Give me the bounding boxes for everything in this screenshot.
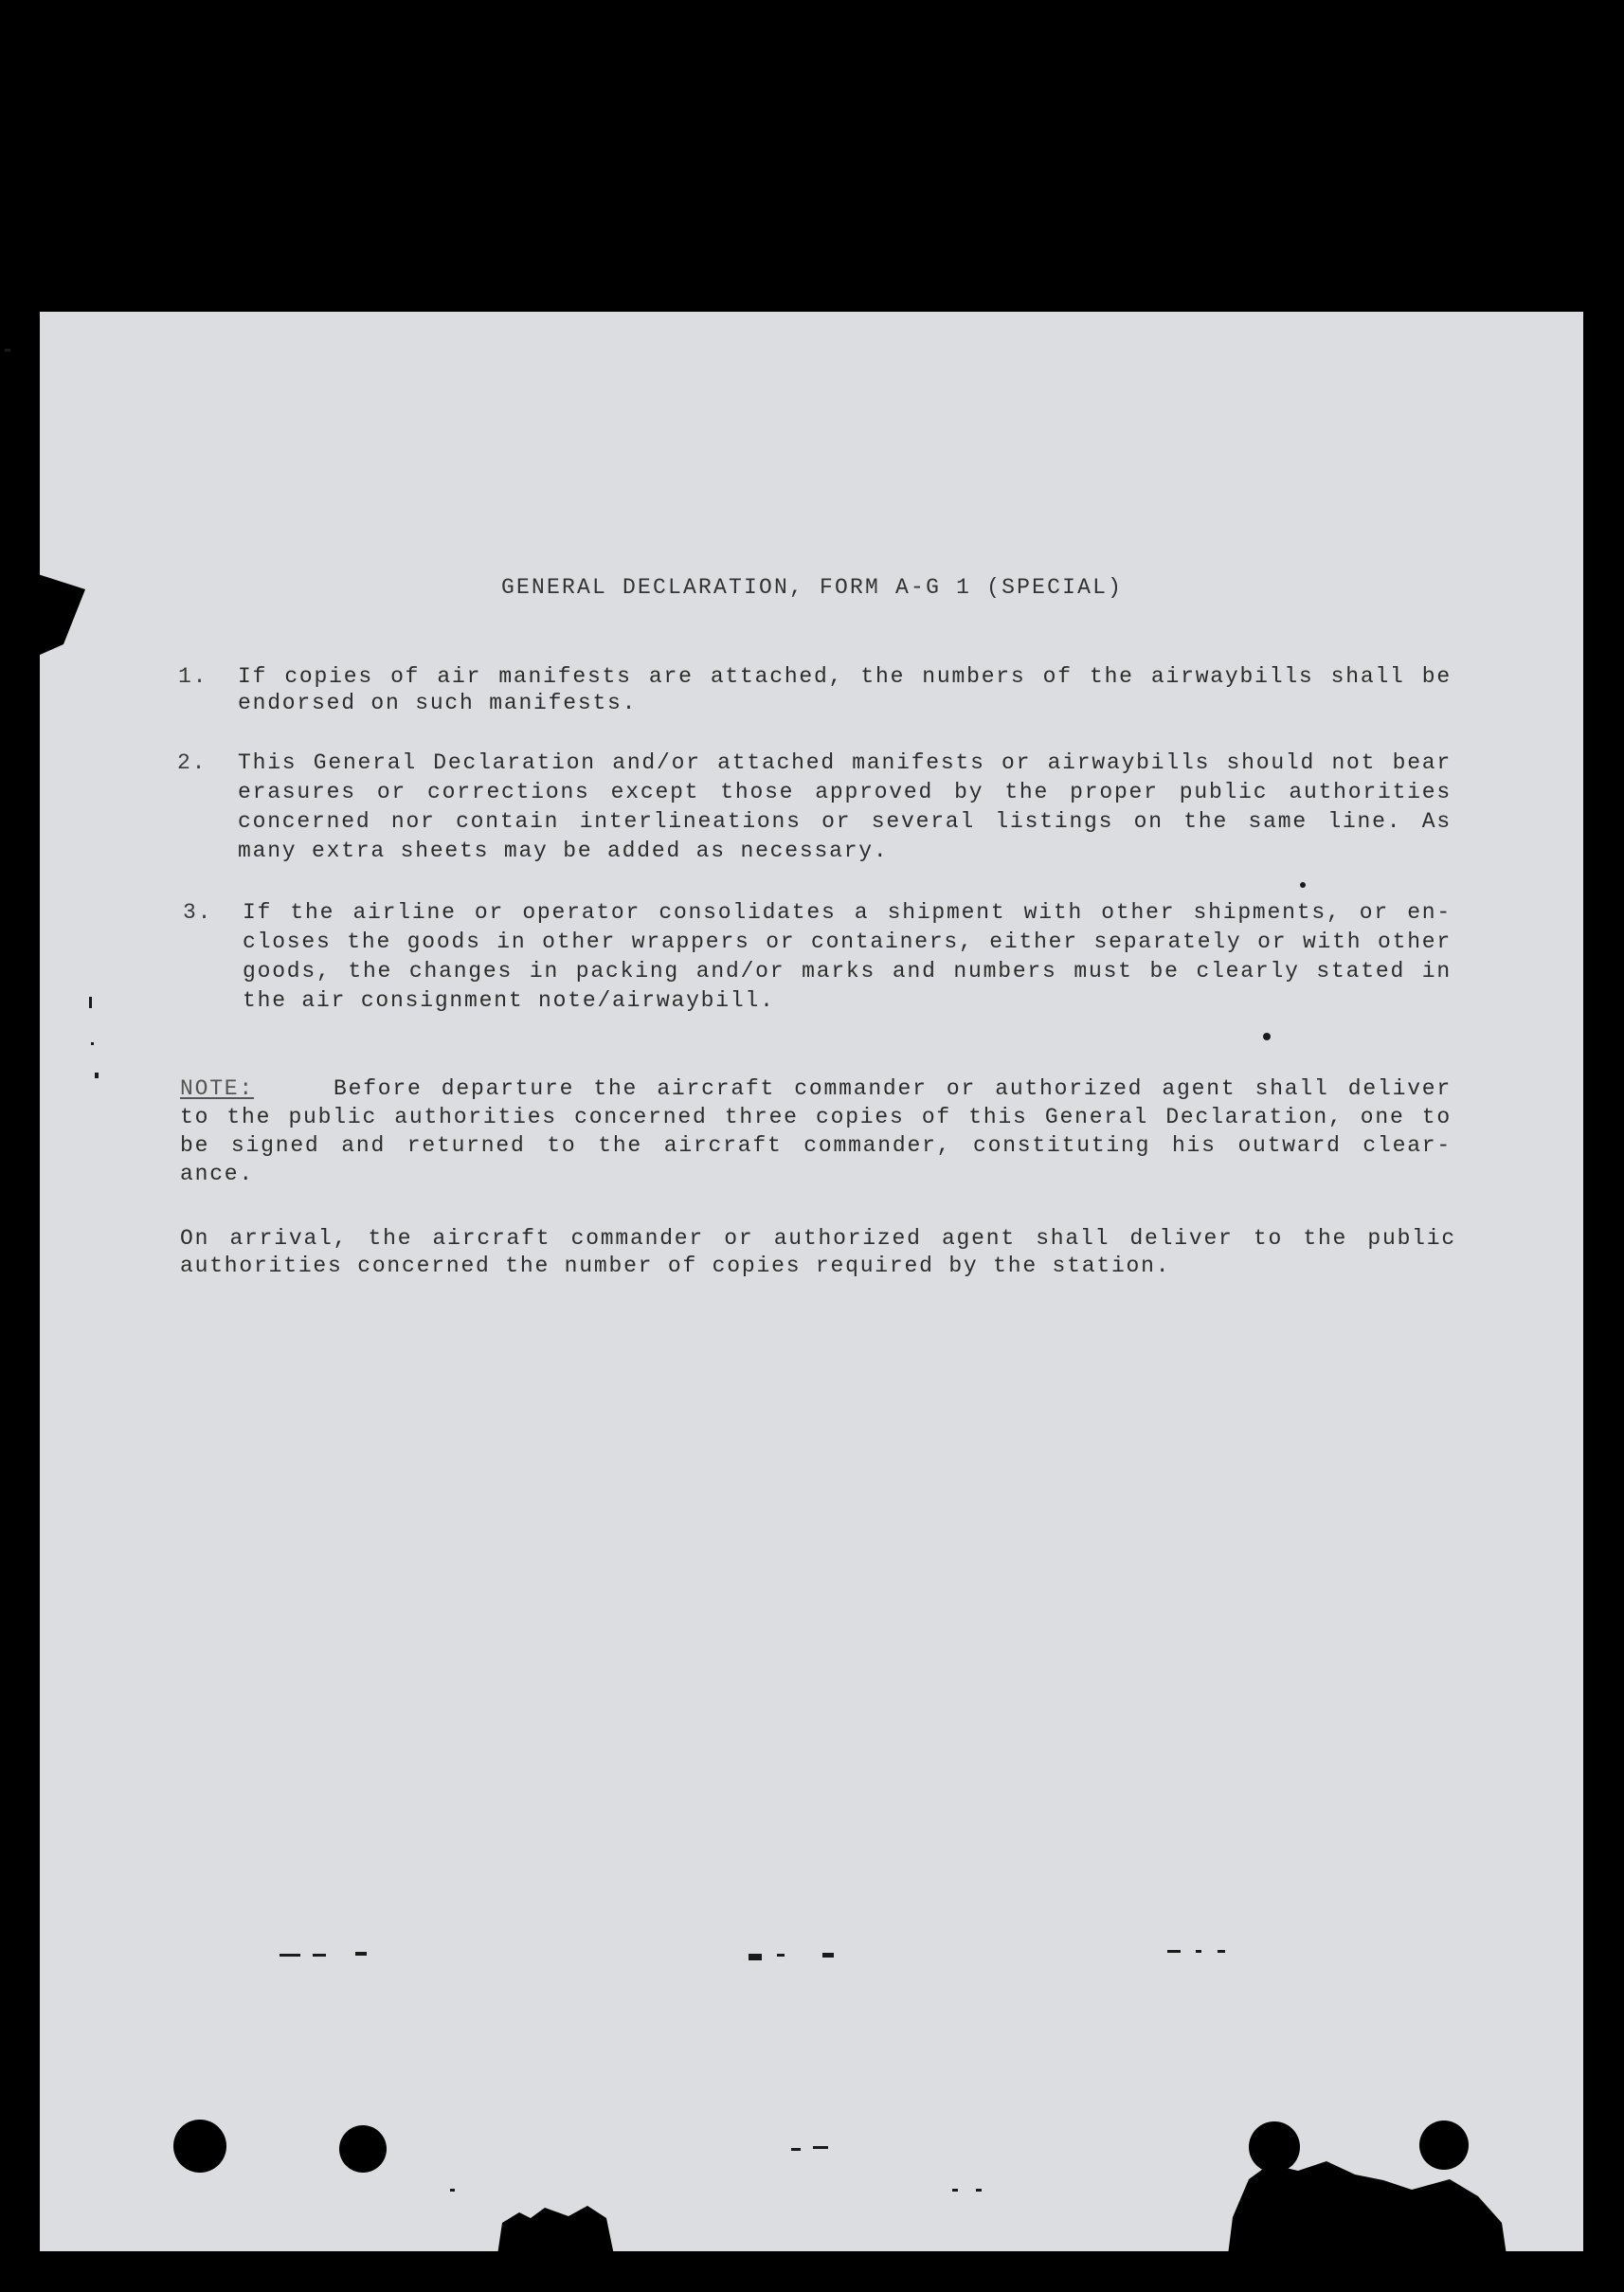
arrival-line: On arrival, the aircraft commander or authorized agent shall deliver to the public xyxy=(180,1226,1456,1251)
item-number: 1. xyxy=(178,664,208,689)
note-paragraph xyxy=(180,1074,1452,1188)
item-line: closes the goods in other wrappers or containers, either separately or with other xyxy=(243,929,1452,954)
note-line: be signed and returned to the aircraft commander, constituting his outward clear- xyxy=(180,1133,1452,1158)
item-line: This General Declaration and/or attached manifests or airwaybills should not bear xyxy=(238,750,1452,775)
list-item xyxy=(238,749,1452,866)
ink-smudge xyxy=(5,349,10,352)
paper-sheet xyxy=(40,312,1583,2251)
note-line: ance. xyxy=(180,1162,255,1186)
note-line: to the public authorities concerned three copies of this General Declaration, one to xyxy=(180,1105,1452,1129)
list-item xyxy=(238,663,1452,716)
item-line: the air consignment note/airwaybill. xyxy=(243,988,775,1013)
arrival-paragraph xyxy=(180,1225,1456,1280)
note-first-line xyxy=(180,1074,1452,1103)
note-line: Before departure the aircraft commander or authorized agent shall deliver xyxy=(334,1076,1452,1101)
item-line: goods, the changes in packing and/or marks and numbers must be clearly stated in xyxy=(243,959,1452,984)
arrival-line: authorities concerned the number of copies required by the station. xyxy=(180,1254,1171,1278)
item-number: 2. xyxy=(177,750,208,775)
item-line: If the airline or operator consolidates a shipment with other shipments, or en- xyxy=(243,900,1452,925)
item-line: erasures or corrections except those approved by the proper public authorities xyxy=(238,780,1452,804)
item-number: 3. xyxy=(183,900,213,925)
note-label: NOTE: xyxy=(180,1076,255,1101)
item-line: concerned nor contain interlineations or several listings on the same line. As xyxy=(238,809,1452,834)
list-item xyxy=(243,898,1452,1016)
page-title: GENERAL DECLARATION, FORM A-G 1 (SPECIAL) xyxy=(501,575,1124,600)
item-line: endorsed on such manifests. xyxy=(238,691,638,715)
item-line: If copies of air manifests are attached, the numbers of the airwaybills shall be xyxy=(238,664,1452,689)
item-line: many extra sheets may be added as necessary. xyxy=(238,839,889,863)
